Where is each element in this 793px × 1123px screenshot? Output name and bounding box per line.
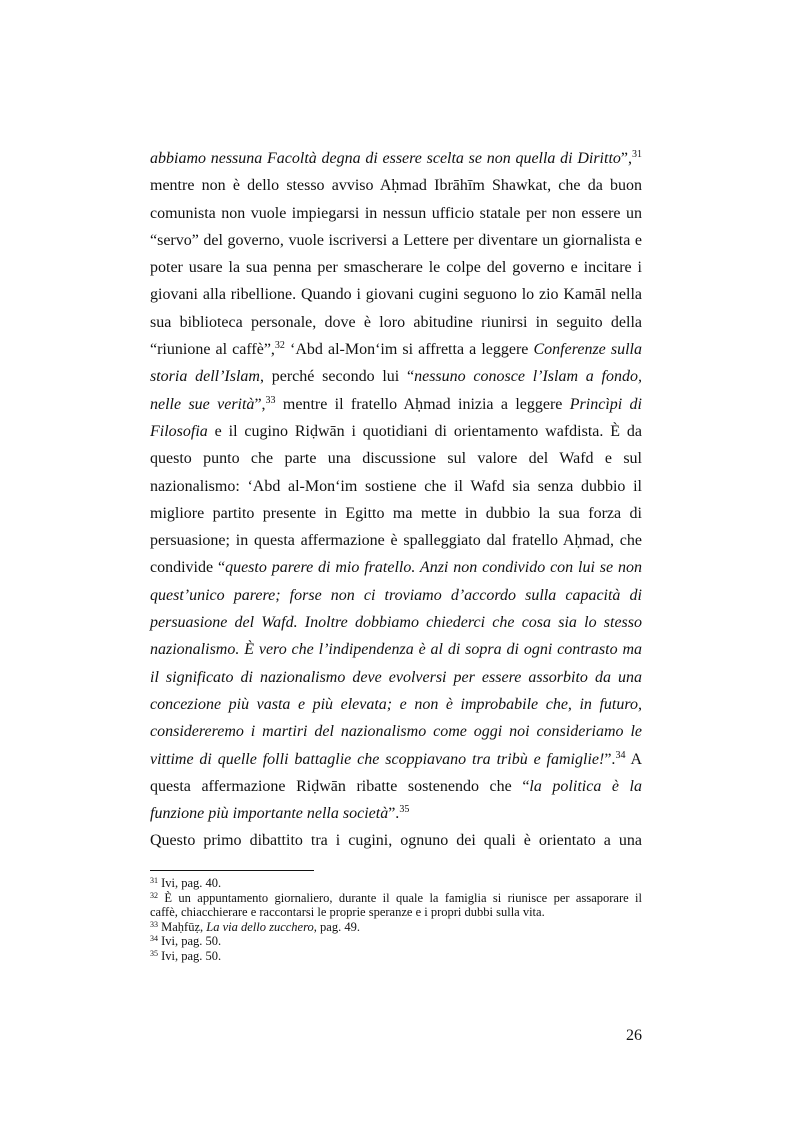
paragraph-line [150, 473, 642, 500]
footnote-line [150, 876, 642, 891]
footnote-reference: 33 [265, 394, 276, 406]
text-run: sua biblioteca personale, dove è loro abitudine riunirsi in seguito della [150, 313, 642, 331]
paragraph-line [150, 582, 642, 609]
italic-text: storia dell’Islam [150, 368, 260, 386]
footnote-line [150, 949, 642, 964]
italic-text: nazionalismo. È vero che l’indipendenza è al di sopra di ogni contrasto ma [150, 641, 642, 659]
text-run: caffè, chiacchierare e raccontarsi le proprie speranze e i propri dubbi sulla vita. [150, 905, 545, 919]
footnote-line [150, 934, 642, 949]
text-run: Ivi, pag. 50. [158, 948, 222, 963]
paragraph-line [150, 527, 642, 554]
paragraph-line [150, 554, 642, 581]
paragraph-line [150, 200, 642, 227]
footnote-reference: 32 [274, 340, 285, 352]
paragraph-line [150, 418, 642, 445]
paragraph-line [150, 691, 642, 718]
italic-text: abbiamo nessuna Facoltà degna di essere scelta se non quella di Diritto [150, 150, 621, 167]
text-run: questo punto che parte una discussione sul valore del Wafd e sul [150, 450, 642, 468]
paragraph-line [150, 800, 642, 827]
footnote-reference: 33 [150, 919, 158, 929]
text-run: Ivi, pag. 50. [158, 934, 222, 948]
text-run: È un appuntamento giornaliero, durante il quale la famiglia si riunisce per assaporare il [158, 890, 642, 905]
italic-text: la politica è la [529, 777, 643, 795]
italic-text: nelle sue verità [150, 395, 255, 413]
paragraph-line [150, 254, 642, 281]
paragraph-line [150, 746, 642, 773]
body-paragraph [150, 145, 642, 855]
text-run: migliore partito presente in Egitto ma mette in dubbio la sua forza di [150, 504, 642, 522]
paragraph-line [150, 827, 642, 854]
paragraph-line [150, 500, 642, 527]
italic-text: concezione più vasta e più elevata; e non è improbabile che, in futuro, [150, 695, 642, 713]
italic-text: Princìpi di [569, 395, 642, 413]
text-run: poter usare la sua penna per smascherare le colpe del governo e incitare i [150, 259, 642, 277]
italic-text: La via dello zucchero [206, 919, 314, 934]
text-run: nazionalismo: ‘Abd al-Mon‘im sostiene che il Wafd sia senza dubbio il [150, 477, 642, 495]
footnotes [150, 876, 642, 963]
paragraph-line [150, 445, 642, 472]
italic-text: quest’unico parere; forse non ci troviamo d’accordo sulla capacità di [150, 586, 642, 604]
italic-text: Conferenze sulla [533, 341, 642, 359]
footnote-reference: 31 [150, 876, 158, 885]
paragraph-line [150, 336, 642, 363]
paragraph-line [150, 664, 642, 691]
text-run: ”, [254, 395, 266, 413]
text-run: ‘Abd al-Mon‘im si affretta a leggere [284, 341, 534, 359]
paragraph-line [150, 609, 642, 636]
footnote-reference: 31 [632, 149, 642, 160]
italic-text: questo parere di mio fratello. Anzi non condivido con lui se non [225, 559, 642, 577]
page-number: 26 [626, 1027, 642, 1044]
footnote-reference: 34 [150, 934, 158, 943]
footnote-separator [150, 870, 314, 871]
text-run: Maḥfūẓ, [158, 919, 207, 934]
paragraph-line [150, 227, 642, 254]
text-run: condivide “ [150, 559, 226, 577]
italic-text: considereremo i martiri del nazionalismo come oggi noi consideriamo le [150, 723, 642, 741]
text-run: “servo” del governo, vuole iscriversi a Lettere per diventare un giornalista e [150, 231, 642, 249]
paragraph-line [150, 391, 642, 418]
text-run: mentre il fratello Aḥmad inizia a leggere [275, 395, 570, 413]
footnote-line [150, 891, 642, 906]
paragraph-line [150, 145, 642, 172]
paragraph-line [150, 172, 642, 199]
footnote-line [150, 905, 642, 920]
text-run: questa affermazione Riḍwān ribatte sostenendo che “ [150, 777, 530, 795]
text-run: e il cugino Riḍwān i quotidiani di orientamento wafdista. È da [207, 422, 642, 440]
text-run: A [625, 750, 642, 768]
text-run: “riunione al caffè”, [150, 341, 275, 359]
footnote-line [150, 920, 642, 935]
text-run: ”. [604, 750, 616, 768]
paragraph-line [150, 718, 642, 745]
footnote-reference: 35 [150, 948, 158, 958]
text-run: ”. [388, 805, 400, 823]
footnote-reference: 34 [615, 749, 626, 761]
paragraph-line [150, 309, 642, 336]
italic-text: nessuno conosce l’Islam a fondo, [414, 368, 643, 386]
text-run: , pag. 49. [313, 919, 360, 934]
italic-text: Filosofia [150, 422, 208, 440]
text-run: mentre non è dello stesso avviso Aḥmad Ibrāhīm Shawkat, che da buon [150, 177, 642, 195]
paragraph-line [150, 281, 642, 308]
paragraph-line [150, 773, 642, 800]
text-run: Ivi, pag. 40. [158, 876, 222, 890]
text-run: , perché secondo lui “ [259, 368, 415, 386]
footnote-reference: 32 [150, 890, 158, 900]
italic-text: il significato di nazionalismo deve evolversi per essere assorbito da una [150, 668, 642, 686]
text-run: comunista non vuole impiegarsi in nessun ufficio statale per non essere un [150, 204, 642, 222]
text-run: giovani alla ribellione. Quando i giovani cugini seguono lo zio Kamāl nella [150, 286, 642, 304]
text-run: Questo primo dibattito tra i cugini, ognuno dei quali è orientato a una [150, 832, 642, 850]
text-run: persuasione; in questa affermazione è spalleggiato dal fratello Aḥmad, che [150, 532, 642, 550]
footnote-reference: 35 [399, 804, 410, 816]
text-run: ”, [620, 150, 632, 167]
italic-text: vittime di quelle folli battaglie che scoppiavano tra tribù e famiglie! [150, 750, 605, 768]
paragraph-line [150, 636, 642, 663]
italic-text: funzione più importante nella società [150, 805, 389, 823]
italic-text: persuasione del Wafd. Inoltre dobbiamo chiederci che cosa sia lo stesso [150, 614, 642, 632]
paragraph-line [150, 363, 642, 390]
